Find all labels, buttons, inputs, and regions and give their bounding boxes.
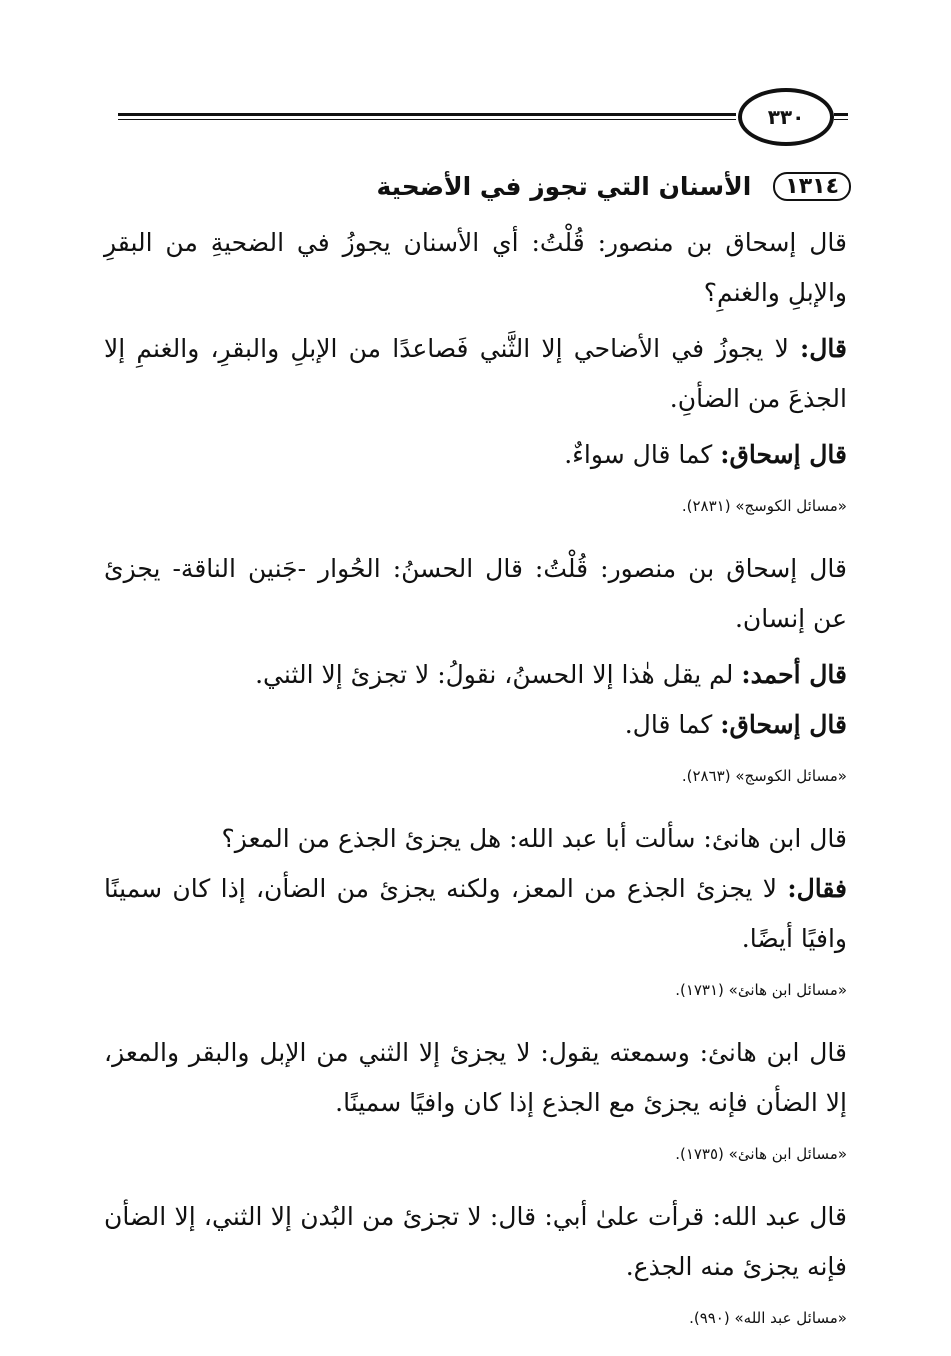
paragraph: قال إسحاق بن منصور: قُلْتُ: أي الأسنان يجوزُ في الضحيةِ من البقرِ والإبلِ والغنمِ؟ bbox=[104, 228, 847, 307]
speaker-label: قال: bbox=[800, 334, 847, 363]
text-block bbox=[104, 814, 847, 1006]
chapter-heading bbox=[110, 166, 851, 206]
paragraph: قال عبد الله: قرأت علىٰ أبي: قال: لا تجزئ من البُدن إلا الثني، إلا الضأن فإنه يجزئ منه الجذع. bbox=[104, 1202, 847, 1281]
source-reference: «مسائل عبد الله» (٩٩٠). bbox=[689, 1309, 847, 1327]
speaker-label: فقال: bbox=[787, 874, 847, 903]
header-rule-line bbox=[834, 113, 848, 116]
page-number: ٣٣٠ bbox=[738, 88, 834, 146]
source-reference: «مسائل الكوسج» (٢٨٦٣). bbox=[681, 767, 847, 785]
header-rule-line bbox=[118, 113, 736, 116]
text-block bbox=[104, 1028, 847, 1170]
speaker-label: قال إسحاق: bbox=[720, 710, 847, 739]
paragraph: قال: لا يجوزُ في الأضاحي إلا الثَّني فَصاعدًا من الإبلِ والبقرِ، والغنمِ إلا الجذعَ من الضأنِ. bbox=[104, 334, 847, 413]
paragraph: قال ابن هانئ: وسمعته يقول: لا يجزئ إلا الثني من الإبل والبقر والمعز، إلا الضأن فإنه يجزئ مع الجذع إذا كان وافيًا سمينًا. bbox=[104, 1038, 847, 1117]
chapter-title: الأسنان التي تجوز في الأضحية bbox=[376, 171, 752, 201]
text-block bbox=[104, 1192, 847, 1334]
paragraph: قال إسحاق بن منصور: قُلْتُ: قال الحسنُ: الحُوار -جَنين الناقة- يجزئ عن إنسان. bbox=[104, 554, 847, 633]
header-rule-line bbox=[118, 119, 736, 120]
paragraph: قال إسحاق: كما قال سواءٌ. bbox=[564, 440, 847, 469]
text-block bbox=[104, 218, 847, 522]
paragraph: فقال: لا يجزئ الجذع من المعز، ولكنه يجزئ من الضأن، إذا كان سمينًا وافيًا أيضًا. bbox=[104, 874, 847, 953]
header-rule bbox=[118, 88, 848, 148]
paragraph: قال أحمد: لم يقل هٰذا إلا الحسنُ، نقولُ: لا تجزئ إلا الثني. bbox=[255, 660, 847, 689]
source-reference: «مسائل ابن هانئ» (١٧٣١). bbox=[675, 981, 847, 999]
paragraph: قال إسحاق: كما قال. bbox=[624, 710, 847, 739]
paragraph: قال ابن هانئ: سألت أبا عبد الله: هل يجزئ الجذع من المعز؟ bbox=[221, 824, 847, 853]
text-block bbox=[104, 544, 847, 792]
source-reference: «مسائل ابن هانئ» (١٧٣٥). bbox=[675, 1145, 847, 1163]
speaker-label: قال أحمد: bbox=[741, 660, 847, 689]
chapter-number-badge: ١٣١٤ bbox=[773, 172, 851, 201]
source-reference: «مسائل الكوسج» (٢٨٣١). bbox=[681, 497, 847, 515]
speaker-label: قال إسحاق: bbox=[720, 440, 847, 469]
page-body bbox=[104, 218, 847, 1356]
header-rule-line bbox=[834, 119, 848, 120]
